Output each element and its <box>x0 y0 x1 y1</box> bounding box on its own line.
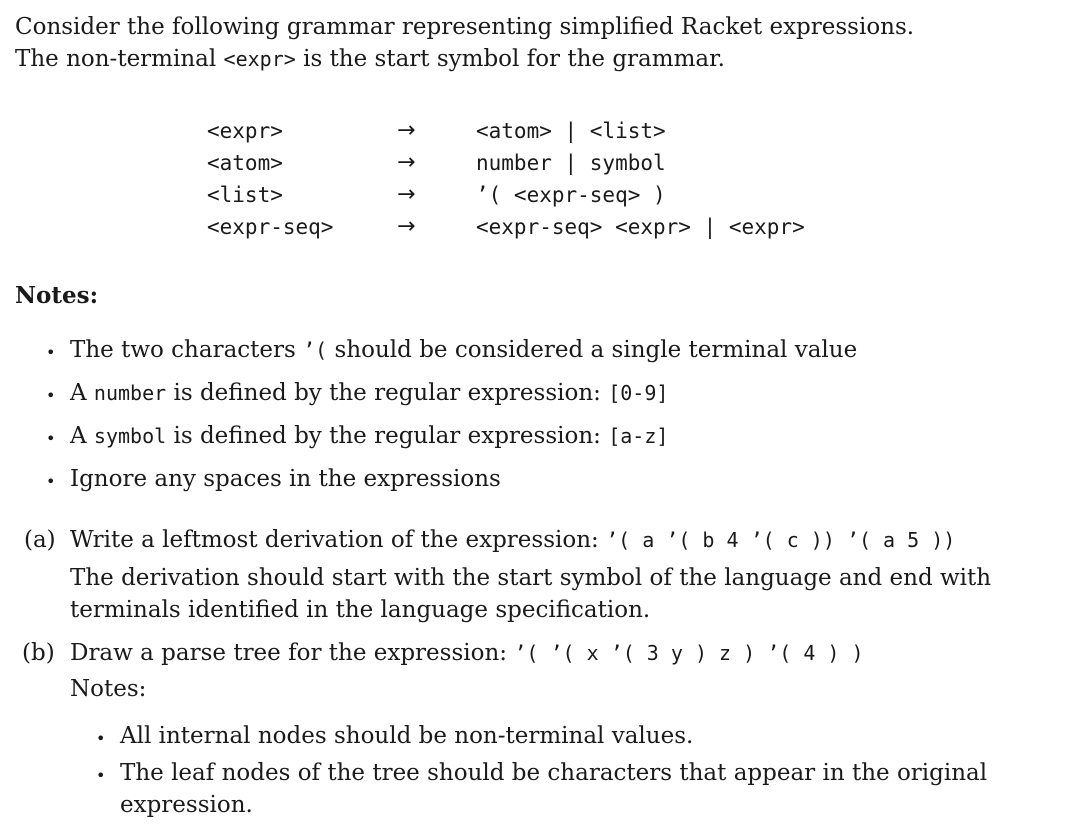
bullet-icon: • <box>96 729 106 748</box>
rule-rhs: ’( <expr-seq> ) <box>476 183 666 207</box>
intro-text: The non-terminal <box>15 46 224 72</box>
part-b-text: Draw a parse tree for the expression: <box>70 640 515 666</box>
part-a-label: (a) <box>24 527 56 553</box>
part-a-line-3: terminals identified in the language specification. <box>70 597 651 623</box>
start-symbol-code: <expr> <box>223 47 296 71</box>
part-a-expression: ’( a ’( b 4 ’( c )) ’( a 5 )) <box>606 528 956 552</box>
part-b-note-continuation: expression. <box>120 792 253 818</box>
intro-text-end: is the start symbol for the grammar. <box>295 46 725 72</box>
bullet-icon: • <box>46 343 56 362</box>
note-text: The two characters <box>70 337 304 363</box>
note-text: is defined by the regular expression: <box>166 380 609 406</box>
note-code: [a-z] <box>608 424 669 448</box>
note-text: is defined by the regular expression: <box>166 423 609 449</box>
intro-line-2 <box>15 45 725 73</box>
part-b-note: The leaf nodes of the tree should be characters that appear in the original <box>120 760 988 786</box>
rule-rhs: <atom> | <list> <box>476 119 666 143</box>
note-text: A <box>70 423 94 449</box>
rule-lhs: <list> <box>207 183 283 207</box>
rule-rhs: <expr-seq> <expr> | <expr> <box>476 215 805 239</box>
bullet-icon: • <box>46 386 56 405</box>
arrow-symbol: → <box>397 182 416 207</box>
note-code: [0-9] <box>608 381 669 405</box>
note-text: A <box>70 380 94 406</box>
bullet-icon: • <box>46 429 56 448</box>
arrow-symbol: → <box>397 118 416 143</box>
intro-line-1: Consider the following grammar representing simplified Racket expressions. <box>15 14 915 40</box>
note-text: should be considered a single terminal value <box>327 337 858 363</box>
notes-heading: Notes: <box>15 282 99 309</box>
rule-lhs: <expr-seq> <box>207 215 334 239</box>
bullet-icon: • <box>46 472 56 491</box>
rule-rhs: number | symbol <box>476 151 666 175</box>
part-b-note: All internal nodes should be non-terminal values. <box>120 723 694 749</box>
bullet-icon: • <box>96 766 106 785</box>
note-item <box>70 336 857 364</box>
note-code: ’( <box>303 338 328 362</box>
rule-lhs: <expr> <box>207 119 283 143</box>
note-item <box>70 465 501 493</box>
arrow-symbol: → <box>397 214 416 239</box>
part-a-line-2: The derivation should start with the start symbol of the language and end with <box>70 565 992 591</box>
arrow-symbol: → <box>397 150 416 175</box>
note-code: symbol <box>93 424 167 448</box>
part-b-notes-label: Notes: <box>70 676 147 702</box>
part-b-expression: ’( ’( x ’( 3 y ) z ) ’( 4 ) ) <box>514 641 864 665</box>
part-b-label: (b) <box>22 640 55 666</box>
rule-lhs: <atom> <box>207 151 283 175</box>
part-a-question <box>70 526 955 554</box>
part-a-text: Write a leftmost derivation of the expression: <box>70 527 607 553</box>
note-text: Ignore any spaces in the expressions <box>70 466 501 492</box>
note-item <box>70 379 668 407</box>
note-item <box>70 422 668 450</box>
part-b-question <box>70 639 864 667</box>
note-code: number <box>93 381 167 405</box>
